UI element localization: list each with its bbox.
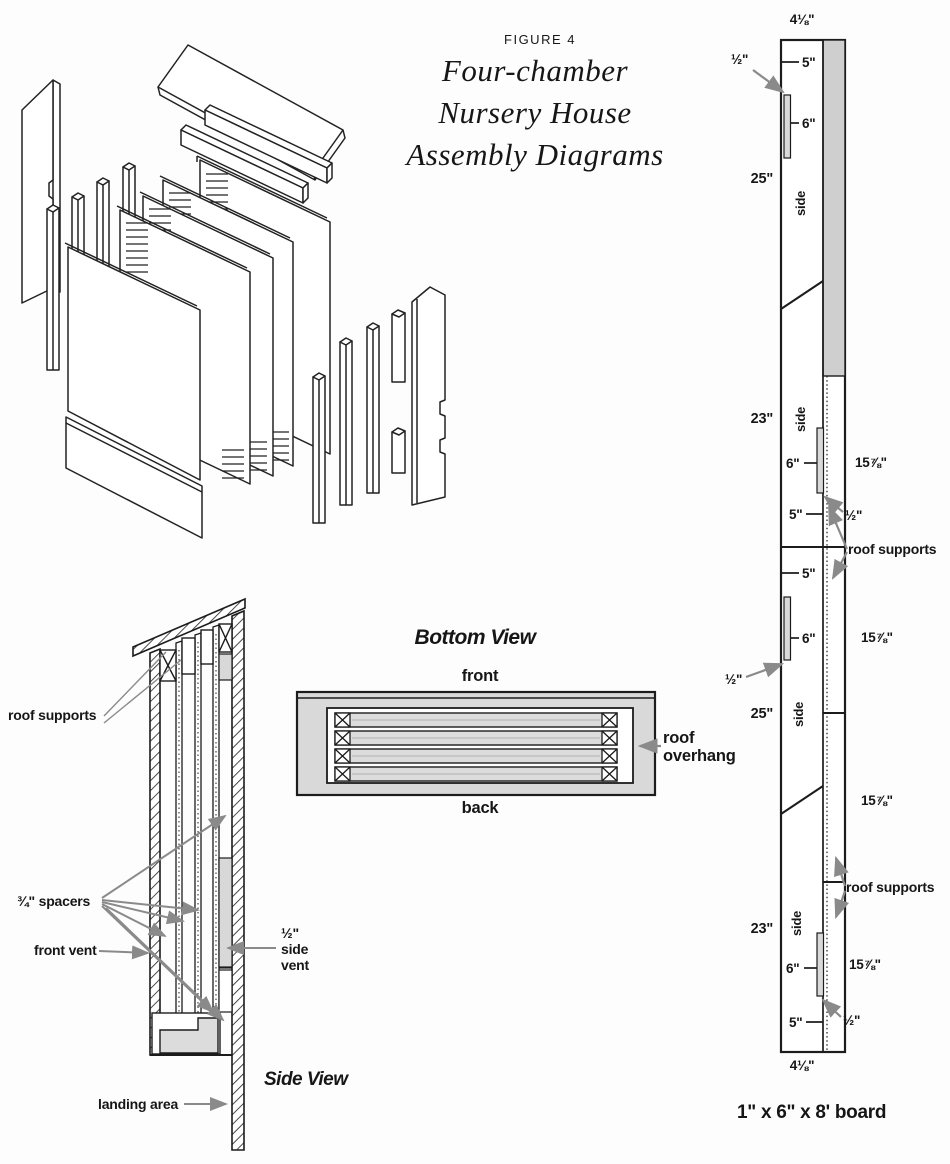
bottom-view-diagram: [297, 692, 661, 795]
roof-overhang-label-line2: overhang: [663, 747, 736, 765]
board-support-glued: [823, 40, 845, 376]
board-s2-side-label: side: [793, 406, 808, 432]
figure-title-line1: Four-chamber: [441, 53, 629, 88]
roof-overhang-label-line1: roof: [663, 729, 695, 747]
side-view-title: Side View: [264, 1069, 348, 1090]
board-top-width-label: 4⅛": [789, 12, 815, 27]
side-back-wall-landing: [232, 611, 244, 1150]
side-vent-strips: [219, 654, 232, 1012]
board-caption: 1" x 6" x 8' board: [737, 1102, 887, 1123]
side-landing-area-label: landing area: [98, 1096, 179, 1112]
board-roof-supports-label-lower: roof supports: [846, 879, 935, 895]
board-s4-vent-label: 6": [786, 961, 800, 976]
board-s2-length-label: 23": [750, 411, 773, 427]
figure-title-line3: Assembly Diagrams: [406, 137, 664, 172]
side-front-vent-label: front vent: [34, 942, 97, 958]
exploded-assembly-diagram: [22, 45, 445, 538]
side-view-diagram: [99, 599, 276, 1150]
figure-label: FIGURE 4: [504, 32, 576, 47]
bottom-view-title: Bottom View: [414, 626, 536, 649]
board-s1-offset-label: 5": [802, 55, 816, 70]
board-s3-offset-label: 5": [802, 566, 816, 581]
board-s3-length-label: 25": [750, 706, 773, 722]
board-s4-support-label: 15⅞": [849, 957, 881, 972]
figure-title-line2: Nursery House: [438, 95, 632, 130]
board-roof-supports-label-upper: roof supports: [848, 541, 937, 557]
spacer-blocks: [392, 310, 405, 473]
board-s1-length-label: 25": [750, 171, 773, 187]
board-s1-vent-label: 6": [802, 116, 816, 131]
right-side-panel: [412, 287, 445, 505]
board-s3-support-label: 15⅞": [861, 630, 893, 645]
board-s3-half-label: ½": [725, 672, 743, 687]
side-vent-label-line1: ½": [281, 925, 299, 941]
side-roof-supports-label: roof supports: [8, 707, 97, 723]
side-spacers-label: ¾" spacers: [17, 893, 91, 909]
board-s1-half-label: ½": [731, 52, 749, 67]
board-s4-offset-label: 5": [789, 1015, 803, 1030]
board-s2-vent-label: 6": [786, 456, 800, 471]
board-s2-support-label: 15⅞": [855, 455, 887, 470]
board-s4-half-label: ½": [843, 1013, 861, 1028]
board-s2-half-label: ½": [845, 508, 863, 523]
side-floor: [150, 1013, 232, 1055]
board-s2-offset-label: 5": [789, 507, 803, 522]
side-vent-label-line3: vent: [281, 957, 309, 973]
board-s1-side-label: side: [793, 190, 808, 216]
side-interior-walls: [176, 625, 219, 1040]
board-bottom-width-label: 4⅛": [789, 1058, 815, 1073]
side-vent-label-line2: side: [281, 941, 309, 957]
side-front-wall: [150, 649, 160, 1055]
board-s3-side-label: side: [791, 701, 806, 727]
bottom-view-back-label: back: [461, 799, 499, 817]
board-s4-side-label: side: [789, 910, 804, 936]
board-s3-support2-label: 15⅞": [861, 793, 893, 808]
bottom-view-front-label: front: [461, 667, 499, 685]
board-s3-vent-label: 6": [802, 631, 816, 646]
board-s4-length-label: 23": [750, 921, 773, 937]
